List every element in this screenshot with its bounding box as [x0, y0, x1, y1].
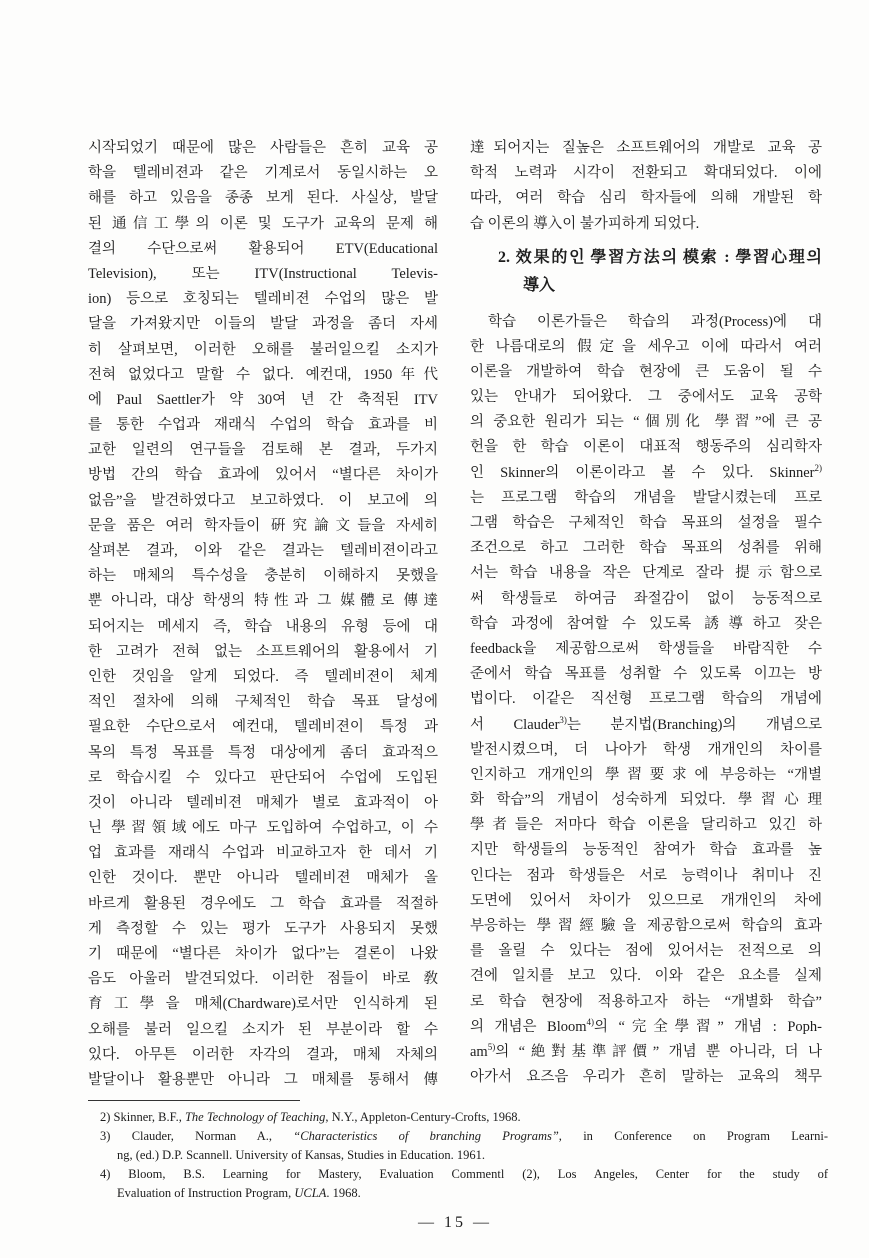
footnotes: [100, 1108, 828, 1203]
text-line: 시작되었기 때문에 많은 사람들은 흔히 교육 공: [88, 140, 438, 156]
text-line: 방법 간의 학습 효과에 있어서 “별다른 차이가: [88, 467, 438, 484]
italic-title: The Technology of Teaching: [184, 1110, 326, 1124]
footnote-line: [100, 1108, 828, 1127]
line-segment: 의 “絶對基準評價” 개념 뿐 아니라, 더 나: [495, 1043, 822, 1060]
text-line: 아가서 요즈음 우리가 흔히 말하는 교육의 책무: [470, 1069, 822, 1086]
text-line: 화 학습”의 개념이 성숙하게 되었다. 學習心理: [470, 792, 822, 809]
text-line: 는 프로그램 학습의 개념을 발달시켰는데 프로: [470, 489, 822, 506]
text-line: 살펴본 결과, 이와 같은 결과는 텔레비젼이라고: [88, 543, 438, 559]
text-line: [470, 461, 822, 486]
text-line: 없음”을 발견하였다고 보고하였다. 이 보고에 의: [88, 492, 438, 509]
footnote: [100, 1127, 828, 1165]
text-line: 히 살펴보면, 이러한 오해를 불러일으킬 소지가: [88, 341, 438, 358]
footnote: [100, 1165, 828, 1203]
right-column-paragraph-2: [470, 310, 822, 1091]
text-line: 인한 것이다. 뿐만 아니라 텔레비젼 매체가 올: [88, 870, 438, 887]
text-line: 것이 아니라 텔레비젼 매체가 별로 효과적이 아: [88, 794, 438, 811]
text-line: 준에서 학습 목표를 성취할 수 있도록 이끄는 방: [470, 666, 822, 683]
text-line: [470, 1015, 822, 1040]
text-line: 한 고려가 전혀 없는 소프트웨어의 활용에서 기: [88, 643, 438, 660]
line-segment: 서 Clauder: [470, 716, 560, 733]
text-line: 를 통한 수업과 재래식 수업의 학습 효과를 비: [88, 417, 438, 434]
section-heading-line-2: 導入: [523, 277, 556, 294]
text-line: 뿐 아니라, 대상 학생의 特性과 그 媒體로 傳達: [88, 593, 438, 610]
text-line: 바르게 활용된 경우에도 그 학습 효과를 적절하: [88, 895, 438, 912]
footnote-line: ng, (ed.) D.P. Scannell. University of Kansas, Studies in Education. 1961.: [117, 1148, 486, 1162]
text-line: 필요한 수단으로서 예컨대, 텔레비젼이 특정 과: [88, 719, 438, 736]
footnote-reference: 3): [559, 714, 567, 725]
footnote-line: [100, 1127, 828, 1146]
text-line: 되어지는 메세지 즉, 학습 내용의 유형 등에 대: [88, 618, 438, 635]
text-line: 達되어지는 질높은 소프트웨어의 개발로 교육 공: [470, 140, 822, 156]
italic-title: “Characteristics of branching Programs”: [293, 1129, 559, 1143]
line-segment: . 1968.: [326, 1186, 361, 1200]
line-segment: 는 분지법(Branching)의 개념으로: [566, 716, 822, 733]
line-segment: am: [470, 1043, 488, 1060]
text-line: 있는 안내가 되어왔다. 그 중에서도 교육 공학: [470, 389, 822, 406]
text-line: 에 Paul Saettler가 약 30여 년 간 축적된 ITV: [88, 391, 438, 408]
text-line: 있다. 아무튼 이러한 자각의 결과, 매체 자체의: [88, 1046, 438, 1063]
footnote: [100, 1108, 828, 1127]
text-line: 인다는 점과 학생들은 서로 능력이나 취미나 진: [470, 867, 822, 884]
text-line: [470, 1040, 822, 1065]
text-line: 도면에 있어서 차이가 있으므로 개개인의 차에: [470, 892, 822, 909]
footnote-reference: 2): [814, 462, 822, 473]
left-column: [88, 136, 438, 1093]
line-segment: 의 개념은 Bloom: [470, 1018, 587, 1035]
text-line: 교한 일련의 연구들을 검토해 본 결과, 두가지: [88, 442, 438, 459]
text-line: 따라, 여러 학습 심리 학자들에 의해 개발된 학: [470, 190, 822, 207]
text-line: 인지하고 개개인의 學習要求에 부응하는 “개별: [470, 766, 822, 783]
text-line: 문을 품은 여러 학자들이 硏究論文들을 자세히: [88, 517, 438, 534]
text-line: 게 측정할 수 있는 평가 도구가 사용되지 못했: [88, 920, 438, 937]
text-line: 닌 學習領域에도 마구 도입하여 수업하고, 이 수: [88, 820, 438, 837]
line-segment: 3) Clauder, Norman A.,: [100, 1129, 294, 1143]
text-line: 학을 텔레비젼과 같은 기계로서 동일시하는 오: [88, 165, 438, 182]
line-segment: , in Conference on Program Learni-: [558, 1129, 829, 1143]
text-line: 업 효과를 재래식 수업과 비교하고자 한 데서 기: [88, 845, 438, 862]
text-line: 오해를 불러 일으킬 소지가 된 부분이라 할 수: [88, 1021, 438, 1038]
text-line: 를 올릴 수 있다는 점에 있어서는 전적으로 의: [470, 943, 822, 960]
text-line: 써 학생들로 하여금 좌절감이 없이 능동적으로: [470, 590, 822, 607]
line-segment: 인 Skinner의 이론이라고 볼 수 있다. Skinner: [470, 464, 815, 481]
text-line: 헌을 한 학습 이론이 대표적 행동주의 심리학자: [470, 439, 822, 456]
text-line: 적인 절차에 의해 구체적인 학습 목표 달성에: [88, 694, 438, 711]
text-line: 해를 하고 있음을 종종 보게 된다. 사실상, 발달: [88, 190, 438, 207]
text-line: 서는 학습 내용을 작은 단계로 잘라 提示함으로: [470, 565, 822, 582]
footnote-reference: 5): [487, 1041, 496, 1052]
text-line: 습 이론의 導入이 불가피하게 되었다.: [470, 215, 700, 232]
text-line: feedback을 제공함으로써 학생들을 바람직한 수: [470, 640, 822, 657]
page-number: — 15 —: [418, 1214, 492, 1231]
text-line: 學者들은 저마다 학습 이론을 달리하고 있긴 하: [470, 817, 822, 834]
right-column-paragraph-1: [470, 136, 822, 237]
line-segment: , N.Y., Appleton-Century-Crofts, 1968.: [325, 1110, 521, 1124]
italic-title: UCLA: [294, 1186, 327, 1200]
footnote-line: [100, 1184, 828, 1203]
text-line: 발달이나 활용뿐만 아니라 그 매체를 통해서 傳: [88, 1071, 438, 1088]
text-line: 의 중요한 원리가 되는 “個別化 學習”에 큰 공: [470, 414, 822, 431]
text-line: 견에 일치를 보고 있다. 이와 같은 요소를 실제: [470, 968, 822, 985]
text-line: 된 通信工學의 이론 및 도구가 교육의 문제 해: [88, 215, 438, 232]
text-line: 이론을 개발하여 학습 현장에 큰 도움이 될 수: [470, 363, 822, 380]
line-segment: 의 “完全學習” 개념 : Poph-: [594, 1018, 822, 1035]
text-line: 기 때문에 “별다른 차이가 없다”는 결론이 나왔: [88, 946, 438, 962]
text-line: Television), 또는 ITV(Instructional Televis-: [88, 265, 438, 282]
text-line: 로 학습 현장에 적용하고자 하는 “개별화 학습”: [470, 993, 822, 1010]
text-line: 인한 것임을 알게 되었다. 즉 텔레비젼이 체계: [88, 668, 438, 685]
text-line: 음도 아울러 발견되었다. 이러한 점들이 바로 敎: [88, 971, 438, 988]
line-segment: Evaluation of Instruction Program,: [117, 1186, 295, 1200]
text-line: 학적 노력과 시각이 전환되고 확대되었다. 이에: [470, 165, 822, 182]
text-line: ion) 등으로 호칭되는 텔레비젼 수업의 많은 발: [88, 291, 438, 308]
text-line: 지만 학생들의 능동적인 참여가 학습 효과를 높: [470, 842, 822, 859]
text-line: 조건으로 하고 그러한 학습 목표의 성취를 위해: [470, 540, 822, 557]
text-line: 달을 가져왔지만 이들의 발달 과정을 좀더 자세: [88, 316, 438, 333]
text-line: [470, 713, 822, 738]
footnote-rule: [88, 1100, 300, 1101]
text-line: 그램 학습은 구체적인 학습 목표의 설정을 필수: [470, 515, 822, 531]
text-line: 로 학습시킬 수 있다고 판단되어 수업에 도입된: [88, 769, 438, 786]
text-line: 하는 매체의 특수성을 충분히 이해하지 못했을: [88, 568, 438, 585]
line-segment: 2) Skinner, B.F.,: [100, 1110, 185, 1124]
text-line: 법이다. 이같은 직선형 프로그램 학습의 개념에: [470, 691, 822, 708]
section-heading-line-1: 2. 效果的인 學習方法의 模索 : 學習心理의: [498, 249, 822, 266]
footnote-reference: 4): [586, 1016, 595, 1027]
text-line: 전혀 없었다고 말할 수 없다. 예컨대, 1950年代: [88, 366, 438, 383]
text-line: 발전시켰으며, 더 나아가 학생 개개인의 차이를: [470, 741, 822, 758]
text-line: 목의 특정 목표를 특정 대상에게 좀더 효과적으: [88, 744, 438, 761]
text-line: 학습 과정에 참여할 수 있도록 誘導하고 잦은: [470, 615, 822, 632]
text-line: 부응하는 學習經驗을 제공함으로써 학습의 효과: [470, 918, 822, 934]
text-line: 결의 수단으로써 활용되어 ETV(Educational: [88, 240, 438, 257]
footnote-line: 4) Bloom, B.S. Learning for Mastery, Evaluation Commentl (2), Los Angeles, Center for the study of: [100, 1167, 828, 1181]
text-line: 학습 이론가들은 학습의 과정(Process)에 대: [488, 313, 822, 330]
text-line: 育工學을 매체(Chardware)로서만 인식하게 된: [88, 996, 438, 1013]
text-line: 한 나름대로의 假定을 세우고 이에 따라서 여러: [470, 338, 822, 355]
